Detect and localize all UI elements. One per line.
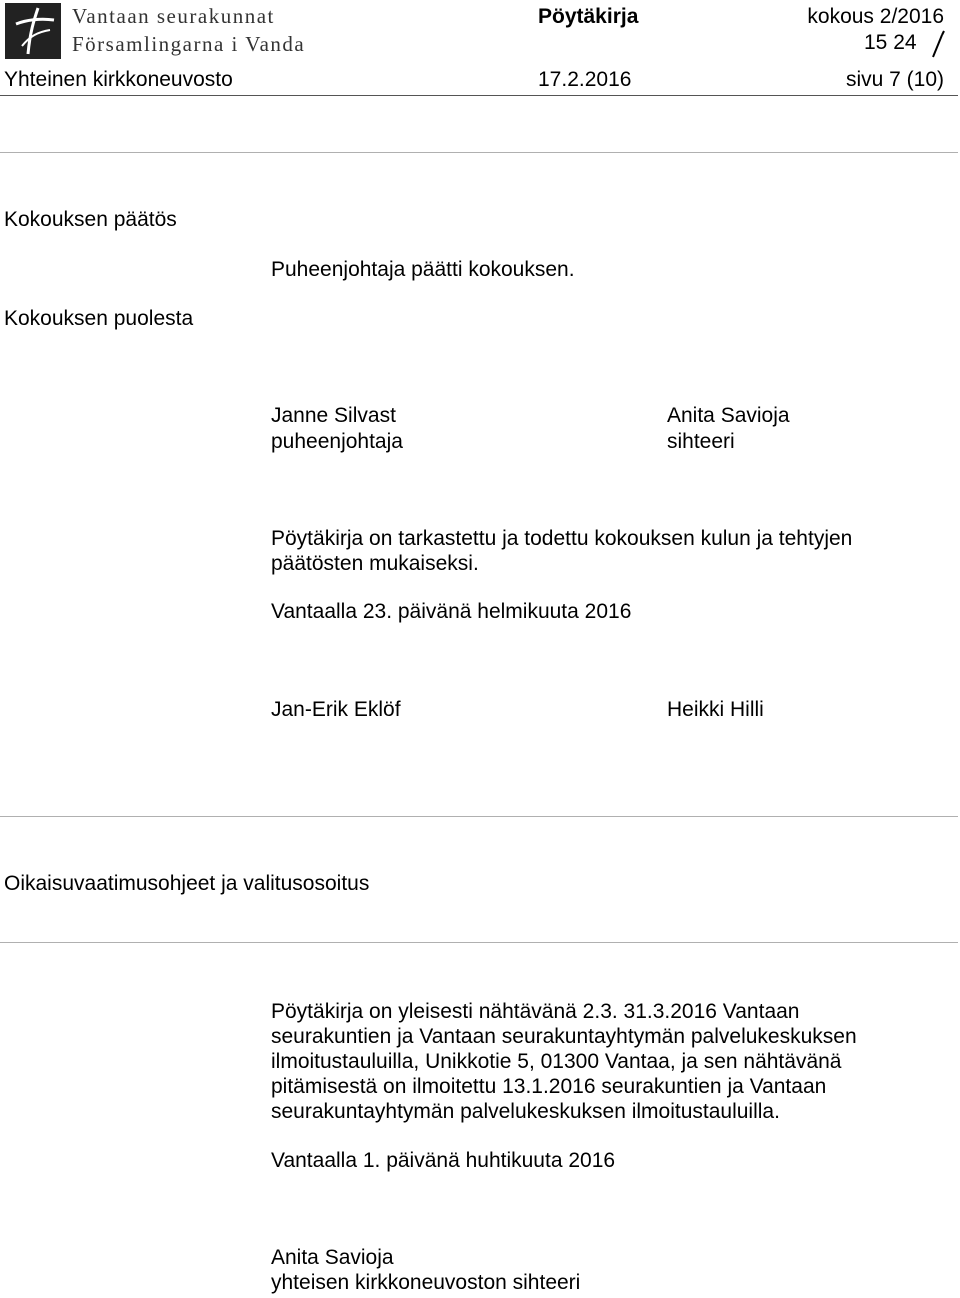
pen-icon	[930, 30, 946, 60]
body-name: Yhteinen kirkkoneuvosto	[4, 68, 233, 91]
meeting-date: 17.2.2016	[538, 68, 632, 91]
parish-logo-icon	[4, 2, 62, 60]
section-range: 15 24	[864, 31, 917, 54]
divider-middle	[0, 816, 958, 817]
appeal-heading: Oikaisuvaatimusohjeet ja valitusosoitus	[4, 872, 370, 895]
doc-type: Pöytäkirja	[538, 5, 639, 28]
secretary-name: Anita Savioja	[667, 404, 790, 427]
chair-name: Janne Silvast	[271, 404, 396, 427]
appeal-signer-name: Anita Savioja	[271, 1246, 394, 1269]
divider-lower	[0, 942, 958, 943]
secretary-role: sihteeri	[667, 430, 735, 453]
header-divider	[0, 95, 958, 96]
review-statement: Pöytäkirja on tarkastettu ja todettu kokouksen kulun ja tehtyjen päätösten mukaiseksi.	[271, 527, 853, 575]
meeting-number: kokous 2/2016	[807, 5, 944, 28]
appeal-text: Pöytäkirja on yleisesti nähtävänä 2.3. 31.3.2016 Vantaan seurakuntien ja Vantaan seurakuntayhtymän palvelukeskuksen ilmoitustauluilla, Unikkotie 5, 01300 Vantaa, ja sen nähtävänä pitämisestä on ilmoitettu 13.1.2016 seurakuntien ja Vantaan seurakuntayhtymän palvelukeskuksen ilmoitustauluilla.	[271, 1000, 857, 1123]
reviewer-1-name: Jan-Erik Eklöf	[271, 698, 401, 721]
decision-heading: Kokouksen päätös	[4, 208, 177, 231]
org-name-line1: Vantaan seurakunnat	[72, 4, 275, 28]
org-name-line2: Församlingarna i Vanda	[72, 32, 306, 56]
page-number: sivu 7 (10)	[845, 68, 944, 91]
decision-text: Puheenjohtaja päätti kokouksen.	[271, 258, 575, 281]
appeal-signer-role: yhteisen kirkkoneuvoston sihteeri	[271, 1271, 581, 1294]
signatures-heading: Kokouksen puolesta	[4, 307, 194, 330]
divider-top	[0, 152, 958, 153]
chair-role: puheenjohtaja	[271, 430, 403, 453]
review-place-date: Vantaalla 23. päivänä helmikuuta 2016	[271, 600, 632, 623]
appeal-place-date: Vantaalla 1. päivänä huhtikuuta 2016	[271, 1149, 616, 1172]
reviewer-2-name: Heikki Hilli	[667, 698, 764, 721]
